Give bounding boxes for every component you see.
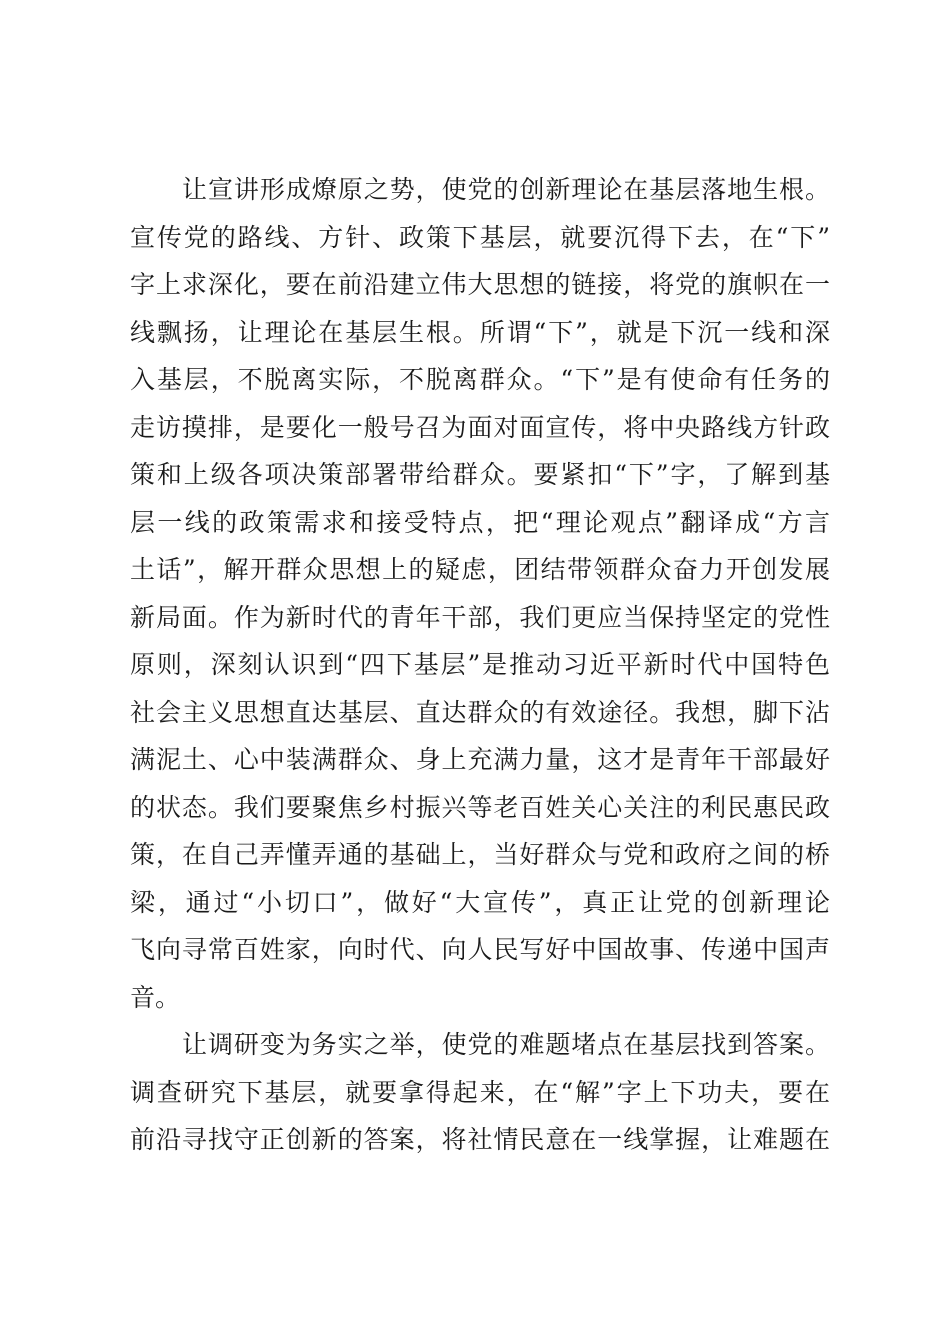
text-line: 层一线的政策需求和接受特点，把“理论观点”翻译成“方言 (130, 507, 830, 537)
text-line: 调查研究下基层，就要拿得起来，在“解”字上下功夫，要在 (130, 1077, 830, 1107)
paragraph (130, 166, 830, 1021)
text-line: 土话”，解开群众思想上的疑虑，团结带领群众奋力开创发展 (130, 555, 830, 584)
document-body (130, 166, 830, 1164)
text-line: 让调研变为务实之举，使党的难题堵点在基层找到答案。 (182, 1030, 830, 1059)
text-line: 社会主义思想直达基层、直达群众的有效途径。我想，脚下沾 (130, 697, 830, 727)
text-line: 宣传党的路线、方针、政策下基层，就要沉得下去，在“下” (130, 222, 830, 252)
text-line: 让宣讲形成燎原之势，使党的创新理论在基层落地生根。 (182, 175, 830, 204)
text-line: 飞向寻常百姓家，向时代、向人民写好中国故事、传递中国声 (130, 935, 830, 964)
paragraph (130, 1021, 830, 1164)
text-line: 满泥土、心中装满群众、身上充满力量，这才是青年干部最好 (130, 745, 830, 774)
text-line: 前沿寻找守正创新的答案，将社情民意在一线掌握，让难题在 (130, 1125, 830, 1154)
text-line: 策，在自己弄懂弄通的基础上，当好群众与党和政府之间的桥 (130, 840, 830, 869)
text-line: 线飘扬，让理论在基层生根。所谓“下”，就是下沉一线和深 (130, 317, 830, 347)
text-line: 入基层，不脱离实际，不脱离群众。“下”是有使命有任务的 (130, 365, 830, 394)
text-line: 的状态。我们要聚焦乡村振兴等老百姓关心关注的利民惠民政 (130, 792, 830, 822)
text-line: 字上求深化，要在前沿建立伟大思想的链接，将党的旗帜在一 (130, 270, 830, 299)
text-line: 走访摸排，是要化一般号召为面对面宣传，将中央路线方针政 (130, 412, 830, 442)
text-line: 梁，通过“小切口”，做好“大宣传”，真正让党的创新理论 (130, 887, 830, 917)
text-line: 新局面。作为新时代的青年干部，我们更应当保持坚定的党性 (130, 602, 830, 632)
text-line: 音。 (130, 982, 181, 1012)
text-line: 原则，深刻认识到“四下基层”是推动习近平新时代中国特色 (130, 650, 830, 679)
text-line: 策和上级各项决策部署带给群众。要紧扣“下”字，了解到基 (130, 460, 830, 489)
